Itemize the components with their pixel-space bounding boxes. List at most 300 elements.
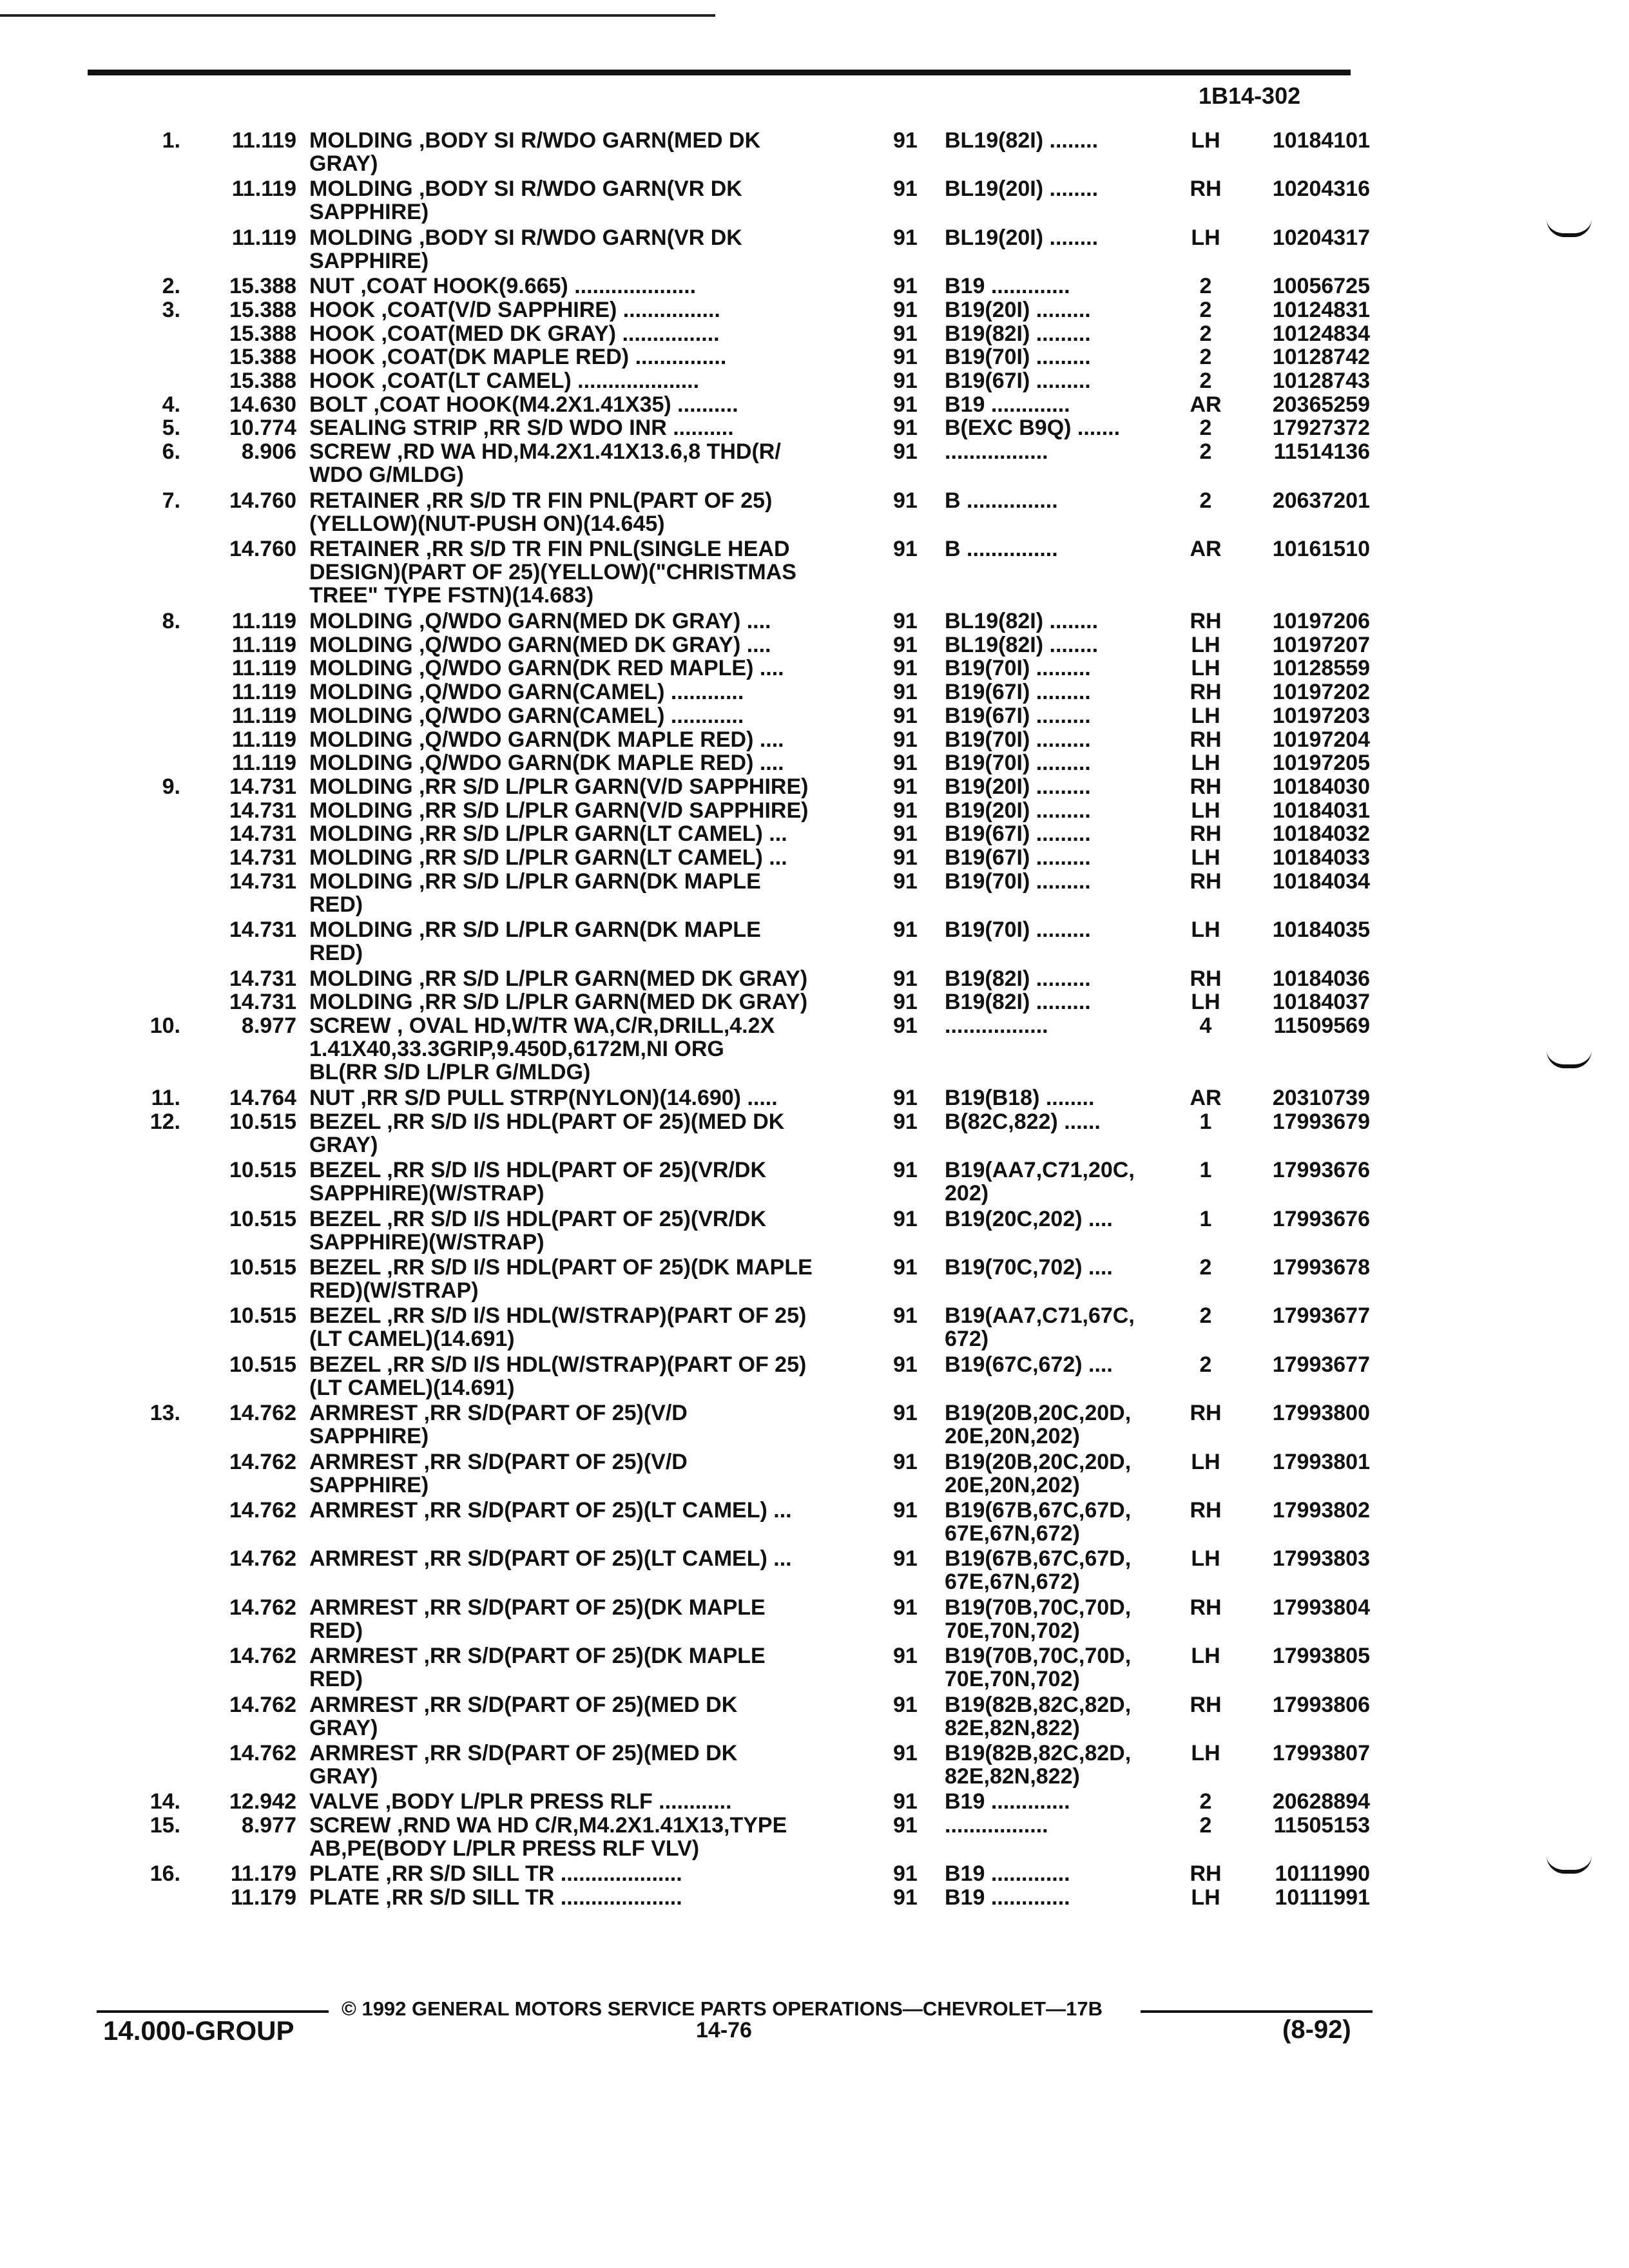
quantity: 2 bbox=[1199, 488, 1212, 513]
application: B ............... bbox=[945, 488, 1058, 512]
group-number: 14.762 bbox=[229, 1546, 296, 1571]
model-year: 91 bbox=[893, 1158, 918, 1183]
part-description: BEZEL ,RR S/D I/S HDL(PART OF 25)(DK MAPLE RED)(W/STRAP) bbox=[309, 1255, 813, 1302]
application: B19(70C,702) .... bbox=[945, 1255, 1113, 1279]
group-number: 12.942 bbox=[229, 1789, 296, 1814]
application: B19(70I) ......... bbox=[945, 727, 1091, 751]
quantity: 2 bbox=[1199, 297, 1212, 322]
application: ................. bbox=[945, 1814, 1048, 1837]
group-number: 14.731 bbox=[229, 798, 296, 823]
part-number: 17993803 bbox=[1272, 1546, 1370, 1571]
part-number: 10111991 bbox=[1275, 1885, 1370, 1910]
part-number: 10124834 bbox=[1272, 321, 1370, 346]
item-number: 7. bbox=[162, 488, 180, 513]
part-number: 17993677 bbox=[1272, 1303, 1370, 1329]
part-description: ARMREST ,RR S/D(PART OF 25)(V/D SAPPHIRE) bbox=[309, 1450, 688, 1497]
quantity: LH bbox=[1191, 225, 1220, 250]
item-number: 15. bbox=[149, 1813, 180, 1838]
model-year: 91 bbox=[893, 1086, 918, 1110]
application: BL19(82I) ........ bbox=[945, 633, 1099, 657]
group-label: 14.000-GROUP bbox=[103, 2015, 294, 2046]
part-description: NUT ,COAT HOOK(9.665) .................... bbox=[309, 274, 697, 298]
quantity: RH bbox=[1190, 177, 1222, 202]
part-number: 17993677 bbox=[1272, 1352, 1370, 1377]
part-description: ARMREST ,RR S/D(PART OF 25)(MED DK GRAY) bbox=[309, 1693, 738, 1740]
part-description: BEZEL ,RR S/D I/S HDL(PART OF 25)(VR/DK SAPPHIRE)(W/STRAP) bbox=[309, 1207, 767, 1254]
group-number: 14.731 bbox=[229, 918, 296, 943]
part-number: 17993679 bbox=[1272, 1109, 1370, 1134]
item-number: 5. bbox=[162, 416, 180, 441]
part-number: 17993676 bbox=[1272, 1206, 1370, 1231]
part-description: ARMREST ,RR S/D(PART OF 25)(LT CAMEL) ... bbox=[309, 1547, 792, 1571]
page-code: 1B14-302 bbox=[1199, 82, 1301, 109]
group-number: 15.388 bbox=[229, 274, 296, 299]
group-number: 10.515 bbox=[229, 1158, 296, 1183]
model-year: 91 bbox=[893, 1595, 918, 1620]
part-number: 10197207 bbox=[1272, 632, 1370, 657]
group-number: 10.774 bbox=[229, 416, 296, 441]
quantity: LH bbox=[1191, 1740, 1220, 1765]
application: B19(82I) ......... bbox=[945, 966, 1091, 990]
quantity: 1 bbox=[1199, 1158, 1212, 1183]
application: B19(70I) ......... bbox=[945, 918, 1091, 942]
quantity: AR bbox=[1190, 1086, 1222, 1110]
group-number: 14.762 bbox=[229, 1692, 296, 1717]
model-year: 91 bbox=[893, 845, 918, 870]
part-number: 10184101 bbox=[1272, 128, 1370, 153]
group-number: 11.119 bbox=[231, 177, 296, 202]
model-year: 91 bbox=[893, 536, 918, 561]
part-description: HOOK ,COAT(V/D SAPPHIRE) ................ bbox=[309, 298, 720, 322]
group-number: 11.119 bbox=[231, 656, 296, 681]
part-description: MOLDING ,Q/WDO GARN(MED DK GRAY) .... bbox=[309, 610, 771, 633]
item-number: 8. bbox=[162, 609, 180, 633]
application: B19(67I) ......... bbox=[945, 704, 1091, 727]
part-number: 11514136 bbox=[1273, 439, 1370, 465]
part-number: 10197205 bbox=[1272, 751, 1370, 776]
model-year: 91 bbox=[893, 225, 918, 250]
quantity: 2 bbox=[1199, 369, 1212, 393]
quantity: LH bbox=[1191, 918, 1220, 943]
quantity: RH bbox=[1190, 1595, 1222, 1620]
top-rule bbox=[88, 70, 1351, 75]
model-year: 91 bbox=[893, 321, 918, 346]
quantity: LH bbox=[1191, 1546, 1220, 1571]
application: B19 ............. bbox=[945, 1862, 1070, 1886]
part-number: 10204317 bbox=[1272, 225, 1370, 250]
part-number: 10197204 bbox=[1272, 727, 1370, 752]
model-year: 91 bbox=[893, 798, 918, 823]
application: B19(82I) ......... bbox=[945, 990, 1091, 1014]
part-description: SCREW ,RD WA HD,M4.2X1.41X13.6,8 THD(R/ WDO G/MLDG) bbox=[309, 440, 781, 487]
group-number: 14.760 bbox=[229, 536, 296, 561]
part-number: 17993802 bbox=[1272, 1497, 1370, 1523]
model-year: 91 bbox=[893, 1885, 918, 1910]
group-number: 8.906 bbox=[241, 439, 296, 465]
part-description: MOLDING ,BODY SI R/WDO GARN(VR DK SAPPHIRE) bbox=[309, 226, 742, 273]
group-number: 10.515 bbox=[229, 1303, 296, 1329]
application: B(EXC B9Q) ....... bbox=[945, 416, 1121, 440]
copyright-line: © 1992 GENERAL MOTORS SERVICE PARTS OPERATIONS—CHEVROLET—17B bbox=[342, 1997, 1103, 2020]
group-number: 8.977 bbox=[241, 1013, 296, 1038]
model-year: 91 bbox=[893, 632, 918, 657]
group-number: 14.762 bbox=[229, 1644, 296, 1669]
quantity: RH bbox=[1190, 869, 1222, 894]
application: B19(AA7,C71,67C, 672) bbox=[945, 1304, 1135, 1351]
application: B19(67I) ......... bbox=[945, 822, 1091, 846]
part-description: ARMREST ,RR S/D(PART OF 25)(DK MAPLE RED) bbox=[309, 1595, 766, 1642]
model-year: 91 bbox=[893, 392, 918, 417]
model-year: 91 bbox=[893, 1644, 918, 1669]
application: B19(67I) ......... bbox=[945, 846, 1091, 869]
item-number: 12. bbox=[149, 1109, 180, 1134]
application: BL19(20I) ........ bbox=[945, 177, 1099, 201]
part-description: BEZEL ,RR S/D I/S HDL(PART OF 25)(VR/DK SAPPHIRE)(W/STRAP) bbox=[309, 1158, 767, 1206]
model-year: 91 bbox=[893, 822, 918, 847]
quantity: 2 bbox=[1199, 274, 1212, 299]
model-year: 91 bbox=[893, 177, 918, 202]
group-number: 14.762 bbox=[229, 1401, 296, 1426]
model-year: 91 bbox=[893, 1206, 918, 1231]
part-number: 10184037 bbox=[1272, 990, 1370, 1015]
part-description: HOOK ,COAT(DK MAPLE RED) ............... bbox=[309, 345, 727, 369]
page-number: 14-76 bbox=[696, 2018, 752, 2042]
model-year: 91 bbox=[893, 1789, 918, 1814]
application: B19(20I) ......... bbox=[945, 798, 1091, 822]
part-description: ARMREST ,RR S/D(PART OF 25)(MED DK GRAY) bbox=[309, 1741, 738, 1788]
part-number: 17993678 bbox=[1272, 1254, 1370, 1280]
part-number: 20628894 bbox=[1272, 1789, 1370, 1814]
part-number: 17993801 bbox=[1272, 1449, 1370, 1474]
item-number: 6. bbox=[162, 439, 180, 465]
group-number: 11.119 bbox=[231, 225, 296, 250]
model-year: 91 bbox=[893, 1497, 918, 1523]
model-year: 91 bbox=[893, 1352, 918, 1377]
group-number: 14.764 bbox=[229, 1086, 296, 1110]
part-number: 11509569 bbox=[1273, 1013, 1370, 1038]
group-number: 15.388 bbox=[229, 297, 296, 322]
application: B19(20B,20C,20D, 20E,20N,202) bbox=[945, 1401, 1132, 1448]
part-number: 20365259 bbox=[1272, 392, 1370, 417]
part-description: RETAINER ,RR S/D TR FIN PNL(SINGLE HEAD DESIGN)(PART OF 25)(YELLOW)("CHRISTMAS TREE" TYPE FSTN)(14.683) bbox=[309, 537, 796, 607]
quantity: LH bbox=[1191, 798, 1220, 823]
group-number: 15.388 bbox=[229, 345, 296, 370]
part-number: 10056725 bbox=[1272, 274, 1370, 299]
application: B19(20I) ......... bbox=[945, 298, 1091, 322]
part-number: 10197206 bbox=[1272, 609, 1370, 633]
quantity: LH bbox=[1191, 656, 1220, 681]
quantity: 2 bbox=[1199, 1303, 1212, 1329]
quantity: RH bbox=[1190, 727, 1222, 752]
item-number: 10. bbox=[149, 1013, 180, 1038]
application: B(82C,822) ...... bbox=[945, 1110, 1101, 1133]
part-number: 10184032 bbox=[1272, 822, 1370, 847]
part-description: PLATE ,RR S/D SILL TR .................... bbox=[309, 1862, 682, 1886]
group-number: 14.731 bbox=[229, 774, 296, 799]
application: BL19(20I) ........ bbox=[945, 226, 1099, 249]
part-number: 17993807 bbox=[1272, 1740, 1370, 1765]
item-number: 11. bbox=[151, 1086, 180, 1110]
group-number: 11.179 bbox=[230, 1861, 296, 1887]
application: B19(B18) ........ bbox=[945, 1086, 1095, 1110]
part-description: MOLDING ,RR S/D L/PLR GARN(DK MAPLE RED) bbox=[309, 869, 761, 916]
quantity: RH bbox=[1190, 609, 1222, 633]
group-number: 14.762 bbox=[229, 1497, 296, 1523]
part-number: 10111990 bbox=[1275, 1861, 1370, 1887]
part-description: SEALING STRIP ,RR S/D WDO INR .......... bbox=[309, 416, 734, 440]
part-number: 17993805 bbox=[1272, 1644, 1370, 1669]
quantity: LH bbox=[1191, 751, 1220, 776]
part-number: 10197203 bbox=[1272, 703, 1370, 728]
model-year: 91 bbox=[893, 751, 918, 776]
part-number: 10197202 bbox=[1272, 680, 1370, 705]
part-description: MOLDING ,Q/WDO GARN(DK MAPLE RED) .... bbox=[309, 751, 784, 775]
model-year: 91 bbox=[893, 128, 918, 153]
application: B19(67I) ......... bbox=[945, 680, 1091, 704]
quantity: 2 bbox=[1199, 416, 1212, 441]
application: B19 ............. bbox=[945, 1790, 1070, 1814]
group-number: 11.119 bbox=[231, 609, 296, 633]
group-number: 14.731 bbox=[229, 822, 296, 847]
quantity: 2 bbox=[1199, 1789, 1212, 1814]
part-description: NUT ,RR S/D PULL STRP(NYLON)(14.690) ..... bbox=[309, 1086, 778, 1110]
model-year: 91 bbox=[893, 1254, 918, 1280]
page-edge-mark bbox=[1547, 219, 1592, 237]
part-number: 10184036 bbox=[1272, 966, 1370, 991]
application: B19 ............. bbox=[945, 274, 1070, 298]
quantity: 2 bbox=[1199, 439, 1212, 465]
item-number: 13. bbox=[149, 1401, 180, 1426]
model-year: 91 bbox=[893, 416, 918, 441]
quantity: LH bbox=[1191, 1644, 1220, 1669]
application: B19(20C,202) .... bbox=[945, 1207, 1113, 1231]
part-description: MOLDING ,RR S/D L/PLR GARN(LT CAMEL) ... bbox=[309, 846, 787, 869]
part-description: MOLDING ,Q/WDO GARN(CAMEL) ............ bbox=[309, 704, 744, 727]
model-year: 91 bbox=[893, 918, 918, 943]
part-description: HOOK ,COAT(MED DK GRAY) ................ bbox=[309, 322, 720, 345]
quantity: 2 bbox=[1199, 1352, 1212, 1377]
application: B19(82I) ......... bbox=[945, 322, 1091, 345]
part-description: MOLDING ,Q/WDO GARN(DK RED MAPLE) .... bbox=[309, 657, 784, 680]
part-number: 10128742 bbox=[1272, 345, 1370, 370]
model-year: 91 bbox=[893, 1109, 918, 1134]
quantity: RH bbox=[1190, 1861, 1222, 1887]
quantity: RH bbox=[1190, 1692, 1222, 1717]
part-description: BEZEL ,RR S/D I/S HDL(W/STRAP)(PART OF 25) (LT CAMEL)(14.691) bbox=[309, 1352, 807, 1399]
part-description: BEZEL ,RR S/D I/S HDL(PART OF 25)(MED DK GRAY) bbox=[309, 1110, 785, 1157]
quantity: RH bbox=[1190, 822, 1222, 847]
application: B19(70I) ......... bbox=[945, 657, 1091, 680]
model-year: 91 bbox=[893, 439, 918, 465]
model-year: 91 bbox=[893, 1692, 918, 1717]
item-number: 9. bbox=[162, 774, 180, 799]
model-year: 91 bbox=[893, 869, 918, 894]
application: B19(20B,20C,20D, 20E,20N,202) bbox=[945, 1450, 1132, 1497]
part-description: SCREW ,RND WA HD C/R,M4.2X1.41X13,TYPE AB,PE(BODY L/PLR PRESS RLF VLV) bbox=[309, 1814, 787, 1860]
application: B19(70I) ......... bbox=[945, 345, 1091, 369]
group-number: 11.119 bbox=[231, 680, 296, 705]
part-description: MOLDING ,RR S/D L/PLR GARN(V/D SAPPHIRE) bbox=[309, 798, 809, 822]
item-number: 2. bbox=[162, 274, 180, 299]
group-number: 10.515 bbox=[229, 1352, 296, 1377]
part-number: 10184030 bbox=[1272, 774, 1370, 799]
part-description: BEZEL ,RR S/D I/S HDL(W/STRAP)(PART OF 25) (LT CAMEL)(14.691) bbox=[309, 1304, 807, 1351]
application: B ............... bbox=[945, 537, 1058, 561]
application: B19(67B,67C,67D, 67E,67N,672) bbox=[945, 1498, 1132, 1545]
part-number: 10184035 bbox=[1272, 918, 1370, 943]
part-number: 10204316 bbox=[1272, 177, 1370, 202]
group-number: 10.515 bbox=[229, 1206, 296, 1231]
model-year: 91 bbox=[893, 1303, 918, 1329]
application: B19(82B,82C,82D, 82E,82N,822) bbox=[945, 1741, 1132, 1788]
item-number: 3. bbox=[162, 297, 180, 322]
part-number: 17993804 bbox=[1272, 1595, 1370, 1620]
application: B19(70B,70C,70D, 70E,70N,702) bbox=[945, 1644, 1132, 1691]
application: B19(20I) ......... bbox=[945, 774, 1091, 798]
model-year: 91 bbox=[893, 488, 918, 513]
item-number: 1. bbox=[162, 128, 180, 153]
model-year: 91 bbox=[893, 297, 918, 322]
quantity: LH bbox=[1191, 128, 1220, 153]
part-number: 10184033 bbox=[1272, 845, 1370, 870]
part-number: 10184034 bbox=[1272, 869, 1370, 894]
quantity: LH bbox=[1191, 632, 1220, 657]
item-number: 14. bbox=[149, 1789, 180, 1814]
part-description: MOLDING ,RR S/D L/PLR GARN(LT CAMEL) ... bbox=[309, 822, 787, 846]
part-number: 20310739 bbox=[1272, 1086, 1370, 1110]
part-number: 17993800 bbox=[1272, 1401, 1370, 1426]
group-number: 11.119 bbox=[231, 751, 296, 776]
application: B19(70I) ......... bbox=[945, 751, 1091, 775]
application: B19 ............. bbox=[945, 392, 1070, 416]
application: B19(67I) ......... bbox=[945, 369, 1091, 392]
quantity: RH bbox=[1190, 1497, 1222, 1523]
model-year: 91 bbox=[893, 774, 918, 799]
quantity: 1 bbox=[1199, 1206, 1212, 1231]
part-description: VALVE ,BODY L/PLR PRESS RLF ............ bbox=[309, 1790, 732, 1814]
model-year: 91 bbox=[893, 1740, 918, 1765]
group-number: 11.119 bbox=[231, 128, 296, 153]
part-number: 10124831 bbox=[1272, 297, 1370, 322]
model-year: 91 bbox=[893, 680, 918, 705]
group-number: 14.762 bbox=[229, 1449, 296, 1474]
part-description: ARMREST ,RR S/D(PART OF 25)(V/D SAPPHIRE) bbox=[309, 1401, 688, 1448]
application: B19(67C,672) .... bbox=[945, 1352, 1113, 1376]
model-year: 91 bbox=[893, 609, 918, 633]
quantity: 1 bbox=[1199, 1109, 1212, 1134]
application: B19 ............. bbox=[945, 1886, 1070, 1910]
application: B19(70I) ......... bbox=[945, 869, 1091, 893]
group-number: 10.515 bbox=[229, 1254, 296, 1280]
part-number: 17993806 bbox=[1272, 1692, 1370, 1717]
group-number: 15.388 bbox=[229, 369, 296, 393]
model-year: 91 bbox=[893, 274, 918, 299]
part-number: 10161510 bbox=[1272, 536, 1370, 561]
model-year: 91 bbox=[893, 966, 918, 991]
application: B19(67B,67C,67D, 67E,67N,672) bbox=[945, 1547, 1132, 1594]
group-number: 14.630 bbox=[229, 392, 296, 417]
item-number: 4. bbox=[162, 392, 180, 417]
quantity: LH bbox=[1191, 1449, 1220, 1474]
model-year: 91 bbox=[893, 656, 918, 681]
part-number: 10128559 bbox=[1272, 656, 1370, 681]
group-number: 11.179 bbox=[230, 1885, 296, 1910]
application: ................. bbox=[945, 440, 1048, 464]
part-number: 17993676 bbox=[1272, 1158, 1370, 1183]
footer-rule-left bbox=[97, 2010, 329, 2013]
part-number: 10184031 bbox=[1272, 798, 1370, 823]
group-number: 14.760 bbox=[229, 488, 296, 513]
group-number: 14.731 bbox=[229, 869, 296, 894]
part-description: MOLDING ,RR S/D L/PLR GARN(V/D SAPPHIRE) bbox=[309, 774, 809, 798]
footer-rule-right bbox=[1141, 2010, 1373, 2013]
model-year: 91 bbox=[893, 1013, 918, 1038]
quantity: 2 bbox=[1199, 1813, 1212, 1838]
quantity: RH bbox=[1190, 680, 1222, 705]
part-number: 11505153 bbox=[1273, 1813, 1370, 1838]
model-year: 91 bbox=[893, 703, 918, 728]
quantity: LH bbox=[1191, 703, 1220, 728]
item-number: 16. bbox=[149, 1861, 180, 1887]
part-number: 20637201 bbox=[1272, 488, 1370, 513]
model-year: 91 bbox=[893, 345, 918, 370]
quantity: 4 bbox=[1199, 1013, 1212, 1038]
part-description: HOOK ,COAT(LT CAMEL) .................... bbox=[309, 369, 700, 392]
quantity: 2 bbox=[1199, 345, 1212, 370]
model-year: 91 bbox=[893, 1861, 918, 1887]
application: B19(AA7,C71,20C, 202) bbox=[945, 1158, 1135, 1206]
quantity: 2 bbox=[1199, 1254, 1212, 1280]
group-number: 11.119 bbox=[231, 703, 296, 728]
quantity: 2 bbox=[1199, 321, 1212, 346]
part-description: SCREW , OVAL HD,W/TR WA,C/R,DRILL,4.2X 1.41X40,33.3GRIP,9.450D,6172M,NI ORG BL(RR S/D L/PLR G/MLDG) bbox=[309, 1014, 775, 1084]
part-description: MOLDING ,Q/WDO GARN(CAMEL) ............ bbox=[309, 680, 744, 704]
application: B19(70B,70C,70D, 70E,70N,702) bbox=[945, 1595, 1132, 1642]
quantity: LH bbox=[1191, 1885, 1220, 1910]
part-description: MOLDING ,RR S/D L/PLR GARN(MED DK GRAY) bbox=[309, 966, 808, 990]
quantity: RH bbox=[1190, 1401, 1222, 1426]
model-year: 91 bbox=[893, 1449, 918, 1474]
part-description: MOLDING ,RR S/D L/PLR GARN(DK MAPLE RED) bbox=[309, 918, 761, 965]
part-description: RETAINER ,RR S/D TR FIN PNL(PART OF 25) (YELLOW)(NUT-PUSH ON)(14.645) bbox=[309, 488, 773, 535]
part-description: MOLDING ,Q/WDO GARN(MED DK GRAY) .... bbox=[309, 633, 771, 657]
application: BL19(82I) ........ bbox=[945, 129, 1099, 152]
model-year: 91 bbox=[893, 1401, 918, 1426]
quantity: RH bbox=[1190, 774, 1222, 799]
part-description: ARMREST ,RR S/D(PART OF 25)(DK MAPLE RED) bbox=[309, 1644, 766, 1691]
quantity: LH bbox=[1191, 845, 1220, 870]
application: BL19(82I) ........ bbox=[945, 610, 1099, 633]
model-year: 91 bbox=[893, 990, 918, 1015]
group-number: 15.388 bbox=[229, 321, 296, 346]
quantity: RH bbox=[1190, 966, 1222, 991]
application: ................. bbox=[945, 1014, 1048, 1037]
part-description: MOLDING ,BODY SI R/WDO GARN(VR DK SAPPHIRE) bbox=[309, 177, 742, 224]
top-short-rule bbox=[0, 14, 715, 17]
model-year: 91 bbox=[893, 369, 918, 393]
part-description: MOLDING ,RR S/D L/PLR GARN(MED DK GRAY) bbox=[309, 990, 808, 1014]
group-number: 11.119 bbox=[231, 632, 296, 657]
group-number: 8.977 bbox=[241, 1813, 296, 1838]
group-number: 14.731 bbox=[229, 845, 296, 870]
part-description: MOLDING ,Q/WDO GARN(DK MAPLE RED) .... bbox=[309, 727, 784, 751]
revision-date: (8-92) bbox=[1282, 2015, 1351, 2044]
quantity: AR bbox=[1190, 536, 1222, 561]
quantity: AR bbox=[1190, 392, 1222, 417]
part-number: 10128743 bbox=[1272, 369, 1370, 393]
model-year: 91 bbox=[893, 727, 918, 752]
part-number: 17927372 bbox=[1272, 416, 1370, 441]
